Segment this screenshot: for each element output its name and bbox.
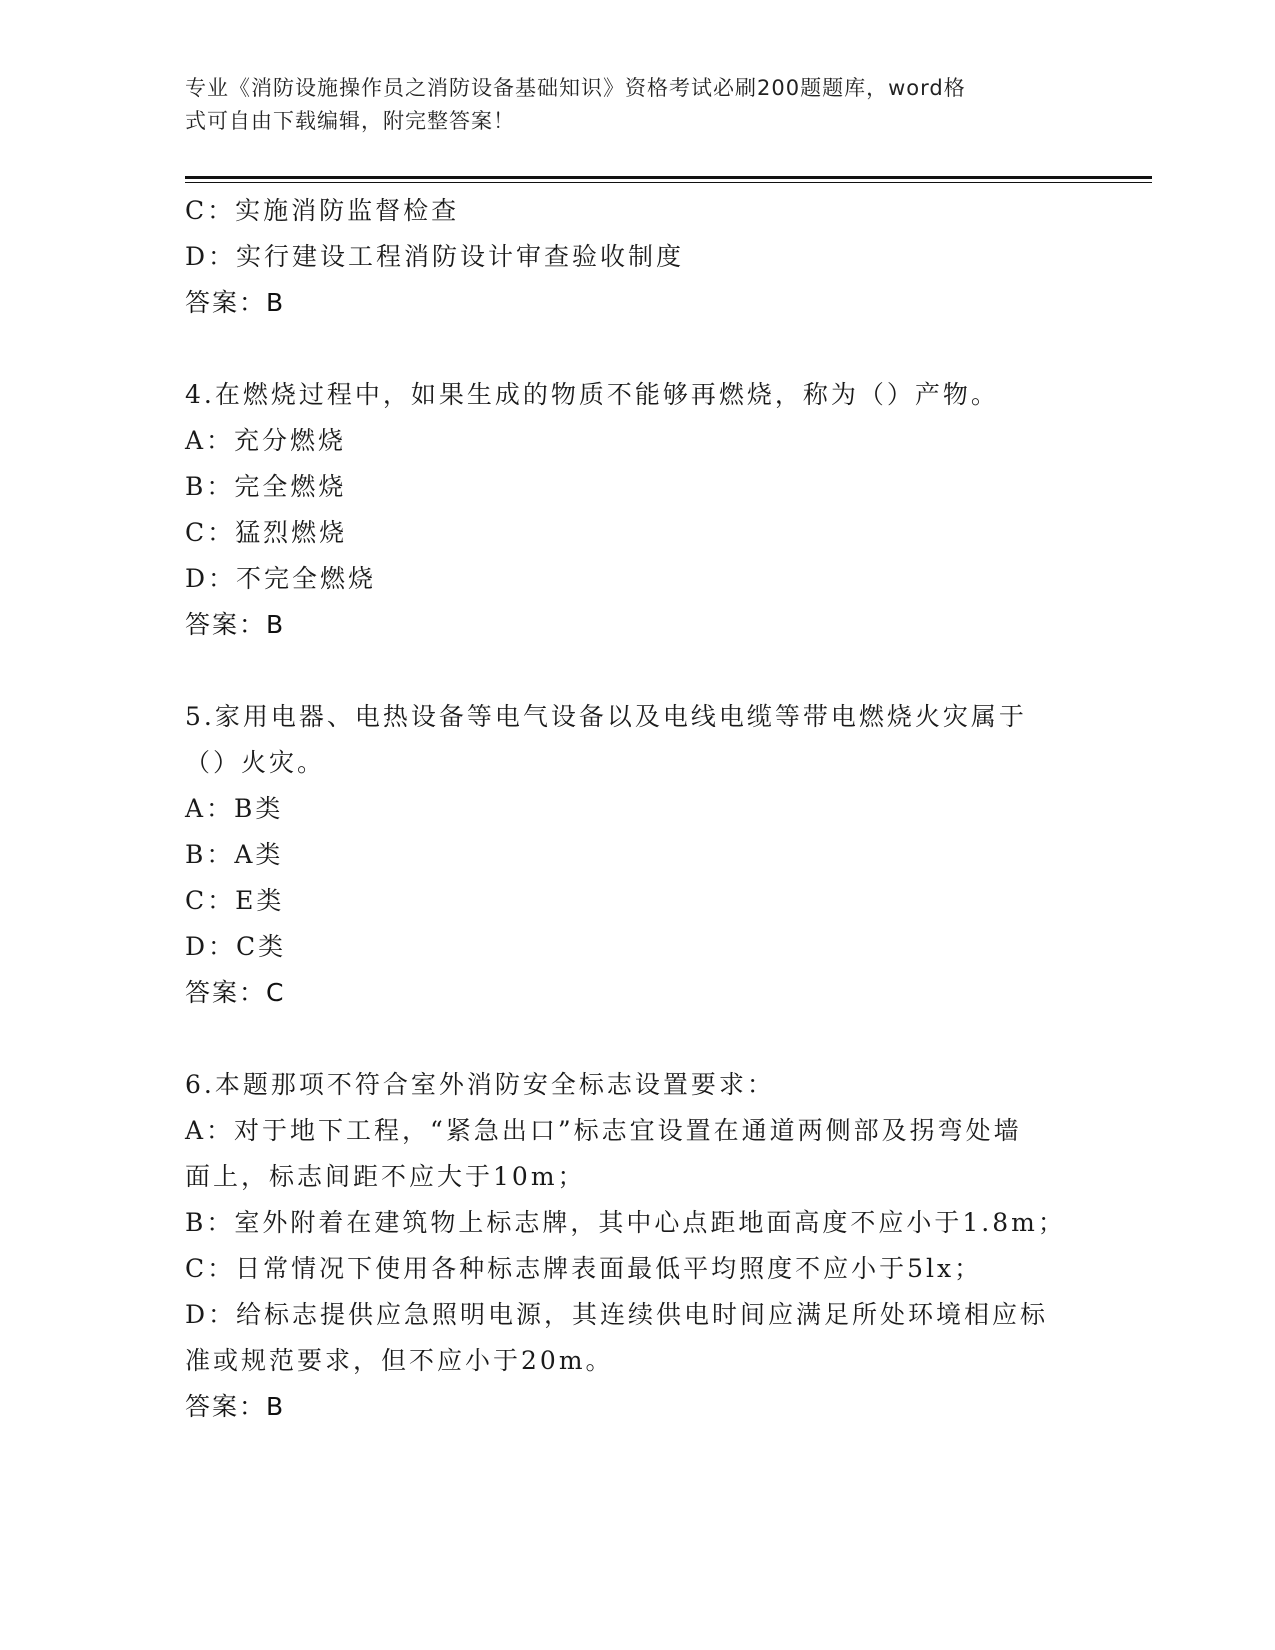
q6-option-d-line-1: D：给标志提供应急照明电源，其连续供电时间应满足所处环境相应标 — [185, 1300, 1049, 1329]
document-header — [185, 72, 1065, 138]
question-6 — [185, 1062, 1085, 1430]
q6-answer: 答案：B — [185, 1392, 286, 1421]
question-list — [185, 188, 1085, 1430]
q4-answer: 答案：B — [185, 610, 286, 639]
question-4 — [185, 372, 1085, 648]
q4-option-c: C：猛烈燃烧 — [185, 518, 348, 547]
spacer — [185, 326, 1085, 372]
q5-question-line-2: （）火灾。 — [185, 748, 326, 777]
header-line-2: 式可自由下载编辑，附完整答案！ — [185, 109, 515, 133]
q3-option-c: C：实施消防监督检查 — [185, 196, 460, 225]
q6-option-a-line-2: 面上，标志间距不应大于10m； — [185, 1162, 586, 1191]
q5-option-a: A：B类 — [185, 794, 284, 823]
question-3-tail — [185, 188, 1085, 326]
q4-option-d: D：不完全燃烧 — [185, 564, 377, 593]
q5-answer: 答案：C — [185, 978, 286, 1007]
q4-option-a: A：充分燃烧 — [185, 426, 347, 455]
header-rule-thick — [185, 176, 1152, 179]
q6-option-c: C：日常情况下使用各种标志牌表面最低平均照度不应小于5lx； — [185, 1254, 983, 1283]
q3-option-d: D：实行建设工程消防设计审查验收制度 — [185, 242, 685, 271]
q5-option-c: C：E类 — [185, 886, 285, 915]
q4-question: 4.在燃烧过程中，如果生成的物质不能够再燃烧，称为（）产物。 — [185, 380, 999, 409]
q6-option-a-line-1: A：对于地下工程，“紧急出口”标志宜设置在通道两侧部及拐弯处墙 — [185, 1116, 1022, 1145]
q6-option-d-line-2: 准或规范要求，但不应小于20m。 — [185, 1346, 614, 1375]
q5-question-line-1: 5.家用电器、电热设备等电气设备以及电线电缆等带电燃烧火灾属于 — [185, 702, 1027, 731]
question-5 — [185, 694, 1085, 1016]
q6-option-b: B：室外附着在建筑物上标志牌，其中心点距地面高度不应小于1.8m； — [185, 1208, 1066, 1237]
header-line-1: 专业《消防设施操作员之消防设备基础知识》资格考试必刷200题题库，word格 — [185, 76, 966, 100]
spacer — [185, 648, 1085, 694]
q6-question: 6.本题那项不符合室外消防安全标志设置要求： — [185, 1070, 775, 1099]
q5-option-b: B：A类 — [185, 840, 284, 869]
header-rule-thin — [185, 182, 1152, 183]
q4-option-b: B：完全燃烧 — [185, 472, 347, 501]
q3-answer: 答案：B — [185, 288, 286, 317]
spacer — [185, 1016, 1085, 1062]
q5-option-d: D：C类 — [185, 932, 287, 961]
